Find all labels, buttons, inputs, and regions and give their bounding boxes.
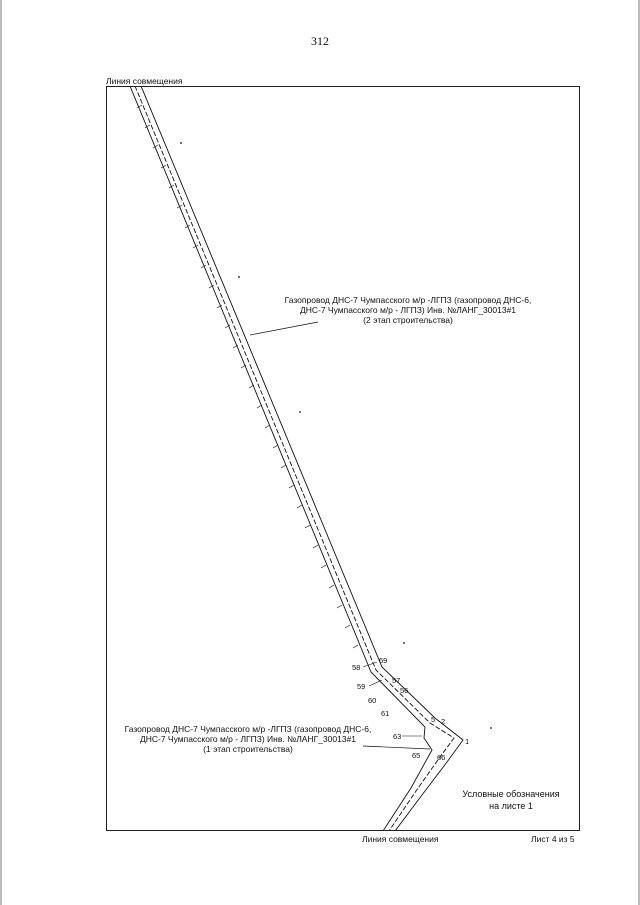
point-59-leader bbox=[369, 680, 382, 686]
point-5: 5 bbox=[431, 715, 436, 724]
point-66: 66 bbox=[437, 753, 446, 762]
stage2-leader-line bbox=[250, 322, 318, 335]
point-63: 63 bbox=[393, 732, 402, 741]
sheet-number-label: Лист 4 из 5 bbox=[531, 834, 575, 844]
pipeline-hatching bbox=[137, 105, 358, 648]
stage2-label-line2: ДНС-7 Чумпасского м/р - ЛГПЗ) Инв. №ЛАНГ_30013#1 bbox=[299, 305, 517, 315]
survey-marks bbox=[180, 142, 492, 729]
legend-note-line1: Условные обозначения bbox=[462, 789, 560, 799]
point-60: 60 bbox=[368, 696, 377, 705]
top-match-line-label: Линия совмещения bbox=[106, 76, 183, 86]
stage2-label-line1: Газопровод ДНС-7 Чумпасского м/р -ЛГПЗ (газопровод ДНС-6, bbox=[284, 295, 532, 305]
stage1-label-line1: Газопровод ДНС-7 Чумпасского м/р -ЛГПЗ (газопровод ДНС-6, bbox=[124, 724, 372, 734]
bottom-match-line-label: Линия совмещения bbox=[362, 834, 439, 844]
pipeline-centerline bbox=[135, 86, 454, 831]
point-65: 65 bbox=[412, 751, 421, 760]
stage1-label-line3: (1 этап строительства) bbox=[203, 744, 293, 754]
stage1-label-line2: ДНС-7 Чумпасского м/р - ЛГПЗ) Инв. №ЛАНГ_30013#1 bbox=[139, 734, 357, 744]
pipeline-corridor-edge-left bbox=[130, 86, 432, 831]
pipeline-corridor-edge-right bbox=[141, 86, 463, 831]
legend-note-line2: на листе 1 bbox=[489, 801, 533, 811]
point-61: 61 bbox=[381, 709, 390, 718]
point-56: 56 bbox=[400, 686, 409, 695]
stage1-leader-line bbox=[363, 746, 430, 749]
point-2: 2 bbox=[441, 717, 446, 726]
point-59: 59 bbox=[357, 682, 366, 691]
point-1: 1 bbox=[465, 737, 470, 746]
point-58: 58 bbox=[352, 663, 361, 672]
point-57: 57 bbox=[392, 676, 401, 685]
point-69: 69 bbox=[379, 656, 388, 665]
stage2-label-line3: (2 этап строительства) bbox=[363, 315, 453, 325]
page-number: 312 bbox=[311, 34, 329, 48]
